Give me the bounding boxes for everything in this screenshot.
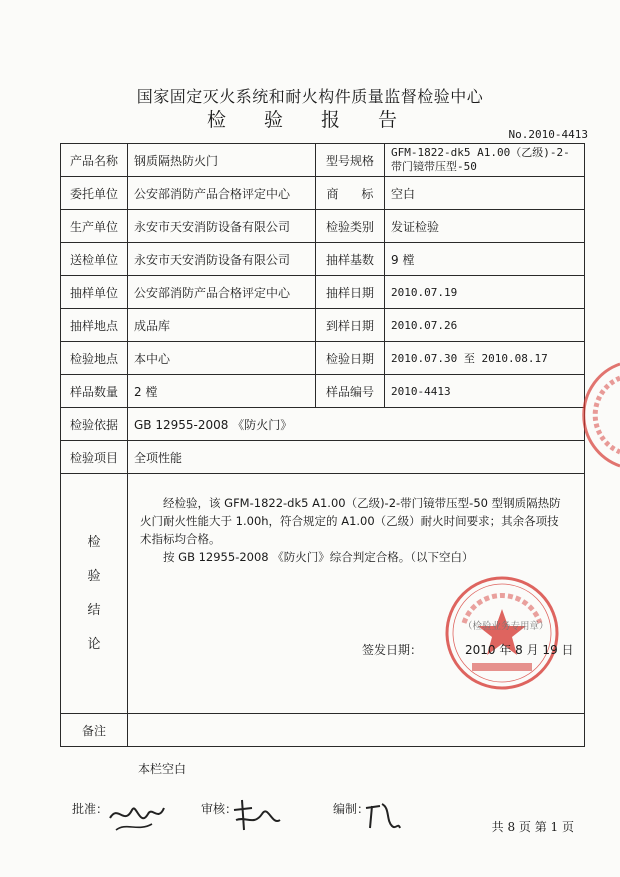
manufacturer-value: 永安市天安消防设备有限公司	[128, 210, 316, 243]
manufacturer-label: 生产单位	[61, 210, 128, 243]
sampler-label: 抽样单位	[61, 276, 128, 309]
sampling-place-label: 抽样地点	[61, 309, 128, 342]
report-title: 检 验 报 告	[206, 109, 414, 131]
conclusion-paragraph-2: 按 GB 12955-2008 《防火门》综合判定合格。（以下空白）	[163, 550, 474, 564]
table-row	[61, 144, 585, 177]
review-label: 审核：	[201, 802, 238, 816]
client-value: 公安部消防产品合格评定中心	[128, 177, 316, 210]
sample-qty-label: 样品数量	[61, 375, 128, 408]
inspection-type-label: 检验类别	[316, 210, 385, 243]
submitter-value: 永安市天安消防设备有限公司	[128, 243, 316, 276]
conclusion-char: 检	[87, 534, 101, 550]
table-row	[61, 210, 585, 243]
inspection-date-label: 检验日期	[316, 342, 385, 375]
table-row	[61, 309, 585, 342]
inspection-place-value: 本中心	[128, 342, 316, 375]
trademark-label: 商 标	[316, 177, 385, 210]
items-value: 全项性能	[128, 441, 585, 474]
sample-no-value: 2010-4413	[385, 375, 585, 408]
inspection-type-value: 发证检验	[385, 210, 585, 243]
conclusion-label	[61, 474, 128, 714]
compile-label: 编制：	[333, 802, 370, 816]
table-row	[61, 177, 585, 210]
table-row	[61, 276, 585, 309]
sample-base-value: 9 樘	[385, 243, 585, 276]
approver-signature	[104, 796, 168, 838]
product-name-value: 钢质隔热防火门	[128, 144, 316, 177]
submitter-label: 送检单位	[61, 243, 128, 276]
table-row	[61, 714, 585, 747]
table-row	[61, 441, 585, 474]
remarks-value: 本栏空白	[138, 762, 187, 776]
reviewer-signature	[228, 796, 284, 838]
approve-label: 批准：	[72, 802, 109, 816]
stamp-caption: （检验业务专用章）	[463, 621, 549, 632]
issue-date-label: 签发日期：	[362, 643, 423, 657]
arrival-date-label: 到样日期	[316, 309, 385, 342]
page-info: 共 8 页 第 1 页	[491, 820, 574, 834]
remarks-label: 备注	[61, 714, 128, 747]
table-row	[61, 408, 585, 441]
inspection-place-label: 检验地点	[61, 342, 128, 375]
sample-qty-value: 2 樘	[128, 375, 316, 408]
sample-no-label: 样品编号	[316, 375, 385, 408]
table-row	[61, 474, 585, 714]
arrival-date-value: 2010.07.26	[385, 309, 585, 342]
model-label: 型号规格	[316, 144, 385, 177]
compiler-signature	[362, 798, 402, 836]
table-row	[61, 243, 585, 276]
sampler-value: 公安部消防产品合格评定中心	[128, 276, 316, 309]
trademark-value: 空白	[385, 177, 585, 210]
product-name-label: 产品名称	[61, 144, 128, 177]
sampling-date-label: 抽样日期	[316, 276, 385, 309]
items-label: 检验项目	[61, 441, 128, 474]
basis-value: GB 12955-2008 《防火门》	[128, 408, 585, 441]
sampling-place-value: 成品库	[128, 309, 316, 342]
conclusion-text	[140, 494, 570, 566]
remarks-cell	[128, 714, 585, 776]
edge-seal-fragment	[598, 360, 620, 470]
model-value: GFM-1822-dk5 A1.00（乙级)-2-带门镜带压型-50	[385, 144, 585, 177]
conclusion-char: 验	[87, 568, 101, 584]
report-number: No.2010-4413	[508, 128, 588, 141]
official-seal-stamp	[442, 573, 562, 693]
report-table	[60, 143, 585, 776]
conclusion-char: 论	[87, 636, 101, 652]
conclusion-char: 结	[87, 602, 101, 618]
sampling-date-value: 2010.07.19	[385, 276, 585, 309]
basis-label: 检验依据	[61, 408, 128, 441]
issue-date-value: 2010 年 8 月 19 日	[465, 643, 574, 657]
conclusion-paragraph-1: 经检验，该 GFM-1822-dk5 A1.00（乙级)-2-带门镜带压型-50 型钢质隔热防火门耐火性能大于 1.00h，符合规定的 A1.00（乙级）耐火时间要求；其余各项技术指标均合格。	[140, 496, 561, 546]
table-row	[61, 375, 585, 408]
table-row	[61, 342, 585, 375]
client-label: 委托单位	[61, 177, 128, 210]
sample-base-label: 抽样基数	[316, 243, 385, 276]
inspection-date-value: 2010.07.30 至 2010.08.17	[385, 342, 585, 375]
organization-name: 国家固定灭火系统和耐火构件质量监督检验中心	[136, 87, 484, 106]
conclusion-cell	[128, 474, 585, 714]
